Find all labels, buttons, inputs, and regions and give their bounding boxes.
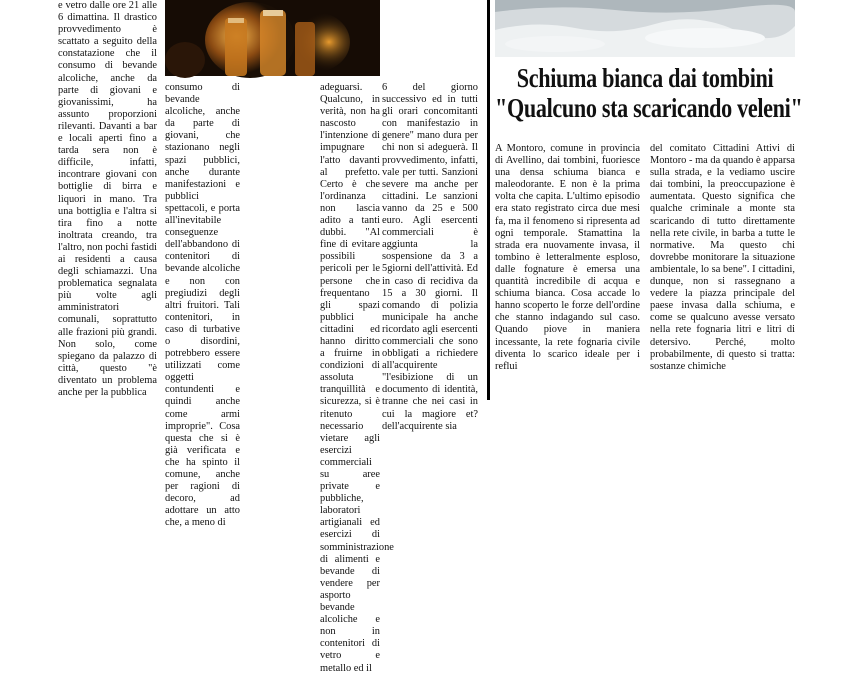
bar-photo <box>165 0 380 76</box>
article-left-column-1-text: e vetro dalle ore 21 alle 6 dimattina. Il drastico provvedimento è scattato a seguito della constatazione che il consumo di bevande alcoliche, anche da parte di giovani e giovanissimi, ha assunto proporzioni rilevanti. Davanti a bar e locali aperti fino a tarda sera non è difficile, infatti, incontrare giovani con bottiglie di birra e liquori in mano. Tra una bottiglia e l'altra si tira fino a notte inoltrata creando, tra l'altro, non pochi fastidi ai residenti a causa degli schiamazzi. Una problematica segnalata più volte agli amministratori comunali, soprattutto alle frazioni più grandi. Non solo, come spiegano da palazzo di città, questo "è diventato un problema anche per la pubblica <box>58 0 157 398</box>
article-left-column-3-text: adeguarsi. Qualcuno, in verità, non ha nascosto l'intenzione di impugnare l'atto davanti al prefetto. Certo è che l'ordinanza non lascia adito a tanti dubbi. "Al fine di evitare possibili pericoli per le persone che frequentano gli spazi pubblici cittadini ed hanno diritto a fruirne in condizioni di assoluta tranquillità e sicurezza, si è ritenuto necessario vietare agli esercizi commerciali su aree private e pubbliche, laboratori artigianali ed esercizi di somministrazione di alimenti e bevande di vendere per asporto bevande alcoliche e non in contenitori di vetro e metallo ed il <box>320 82 394 674</box>
foam-photo-image <box>495 0 795 57</box>
article-left-column-1 <box>58 0 157 400</box>
article-left-column-2 <box>165 82 240 529</box>
article-right-column-2 <box>650 143 795 400</box>
article-left-column-4 <box>382 82 478 432</box>
article-left-column-4-text: 6 del giorno successivo ed in tutti gli orari concomitanti con manifestazio in genere" mano dura per chi non si adeguerà. Il provvedimento, infatti, vale per tutti. Sanzioni severe ma anche per cittadini. Le sanzioni vanno da 25 e 500 euro. Agli esercenti commerciali è aggiunta la sospensione da 3 a 5giorni dell'attività. Ed in caso di recidiva da 15 a 30 giorni. Il comando di polizia municipale ha anche ricordato agli esercenti commerciali che sono obbligati a richiedere all'acquirente "l'esibizione di un documento di identità, tranne che nei casi in cui la magiore et? dell'acquirente sia <box>382 82 478 432</box>
article-left-column-3 <box>320 82 394 674</box>
article-right-column-1-text: A Montoro, comune in provincia di Avellino, dai tombini, fuoriesce una densa schiuma bianca e maleodorante. E non è la prima volta che capita. L'ultimo episodio era stato registrato circa due mesi fa, ma il fenomeno si ripresenta ad ogni temporale. Stamattina la strada era nuovamente invasa, il tombino è letteralmente esploso, dalle fognature è emersa una quantità incredibile di acqua e schiuma bianca. Cosa accade lo hanno scoperto le forze dell'ordine che stanno indagando sul caso. Quando piove in maniera incessante, la rete fognaria civile diventa lo scarico ideale per i reflui <box>495 143 640 372</box>
article-left-column-2-text: consumo di bevande alcoliche, anche da parte di giovani, che stazionano negli spazi pubblici, anche durante manifestazioni e pubblici spettacoli, e porta all'inevitabile conseguenze dell'abbandono di contenitori di bevande alcoliche e non con pregiudizi degli altri fruitori. Tali contenitori, in caso di turbative o disordini, potrebbero essere utilizzati come oggetti contundenti e quindi anche come armi improprie". Cosa questa che si è già verificata e che ha spinto il comune, anche per ragioni di decoro, ad adottare un atto che, a meno di <box>165 82 240 529</box>
article-right-column-2-text: del comitato Cittadini Attivi di Montoro - ma da quando è apparsa sulla strada, e la vediamo uscire dai tombini, la preoccupazione è aumentata. Questo significa che qualche criminale a monte sta scaricando di tutto direttamente nella rete civile, in barba a tutte le normative. Ma questo chi dovrebbe monitorare la situazione ambientale, lo sa bene". I cittadini, dunque, non si rassegnano a vedere la piazza principale del paese invasa dalla schiuma, e come se qualcuno avesse versato nella rete fognaria litri e litri di detersivo. Perché, molto probabilmente, di questo si tratta: sostanze chimiche <box>650 143 795 372</box>
foam-photo <box>495 0 795 57</box>
bar-photo-image <box>165 0 380 76</box>
headline-line-1: Schiuma bianca dai tombini <box>516 63 774 93</box>
column-divider <box>487 0 490 400</box>
headline-line-2: "Qualcuno sta scaricando veleni" <box>495 93 803 123</box>
article-right-column-1 <box>495 143 640 400</box>
